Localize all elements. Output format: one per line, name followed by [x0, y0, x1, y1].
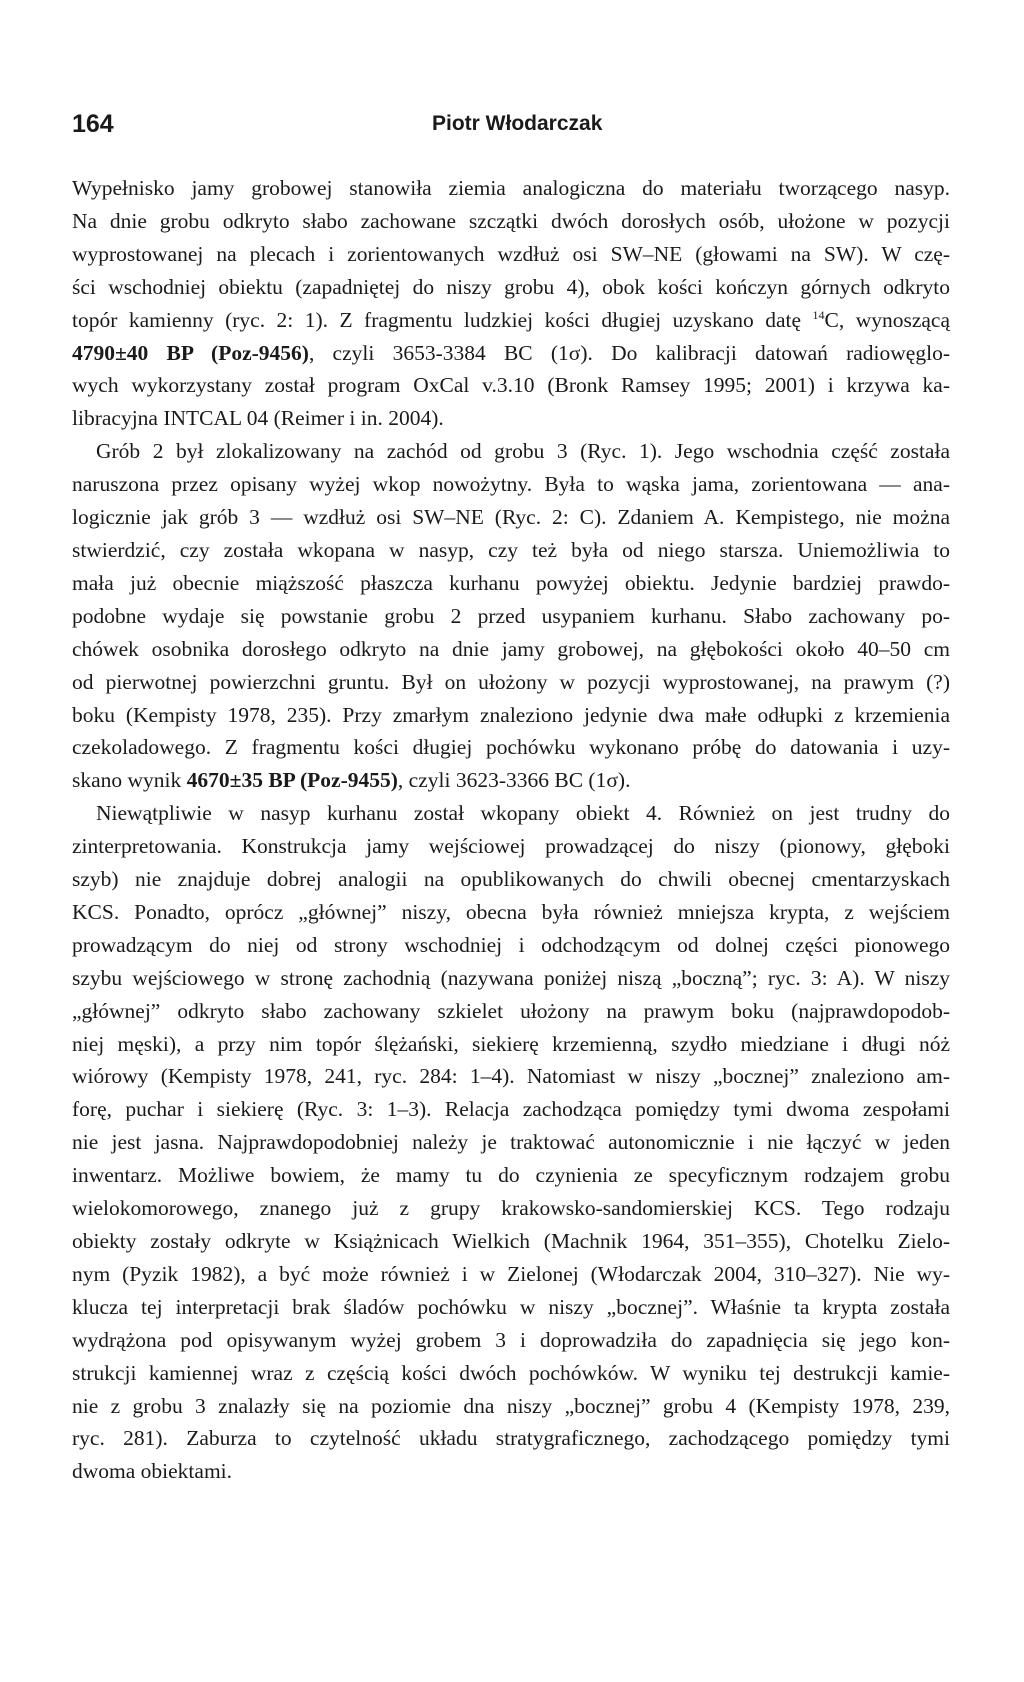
text-line: wyprostowanej na plecach i zorientowanych wzdłuż osi SW–NE (głowami na SW). W czę- [72, 241, 950, 266]
text-line: „głównej” odkryto słabo zachowany szkielet ułożony na prawym boku (najprawdopodob- [72, 998, 950, 1023]
text-segment: , czyli 3653-3384 BC (1σ). Do kalibracji datowań radiowęglo- [308, 340, 950, 365]
text-line: nie jest jasna. Najprawdopodobniej należy je traktować autonomicznie i nie łączyć w jeden [72, 1130, 950, 1155]
text-line: nym (Pyzik 1982), a być może również i w Zielonej (Włodarczak 2004, 310–327). Nie wy- [72, 1261, 950, 1286]
text-line: forę, puchar i siekierę (Ryc. 3: 1–3). Relacja zachodząca pomiędzy tymi dwoma zespołami [72, 1097, 950, 1122]
text-line: stwierdzić, czy została wkopana w nasyp, czy też była od niego starsza. Uniemożliwia to [72, 537, 950, 562]
body-text [72, 172, 950, 1488]
text-line: logicznie jak grób 3 — wzdłuż osi SW–NE (Ryc. 2: C). Zdaniem A. Kempistego, nie można [72, 505, 950, 530]
text-segment: topór kamienny (ryc. 2: 1). Z fragmentu ludzkiej kości długiej uzyskano datę [72, 307, 813, 332]
paragraph-2 [72, 435, 950, 797]
text-line: prowadzącym do niej od strony wschodniej i odchodzącym od dolnej części pionowego [72, 932, 950, 957]
page-header [72, 106, 952, 146]
text-line: ryc. 281). Zaburza to czytelność układu stratygraficznego, zachodzącego pomiędzy tymi [72, 1426, 950, 1451]
text-line: wych wykorzystany został program OxCal v.3.10 (Bronk Ramsey 1995; 2001) i krzywa ka- [72, 373, 950, 398]
text-line: podobne wydaje się powstanie grobu 2 przed usypaniem kurhanu. Słabo zachowany po- [72, 603, 950, 628]
text-segment: , czyli 3623-3366 BC (1σ). [397, 768, 631, 793]
text-line: naruszona przez opisany wyżej wkop nowożytny. Była to wąska jama, zorientowana — ana- [72, 472, 950, 497]
text-line [72, 337, 950, 370]
paragraph-3 [72, 797, 950, 1488]
text-line: chówek osobnika dorosłego odkryto na dnie jamy grobowej, na głębokości około 40–50 cm [72, 636, 950, 661]
text-line: mała już obecnie miąższość płaszcza kurhanu powyżej obiektu. Jedynie bardziej prawdo- [72, 570, 950, 595]
text-line: wydrążona pod opisywanym wyżej grobem 3 i doprowadziła do zapadnięcia się jego kon- [72, 1327, 950, 1352]
text-line: klucza tej interpretacji brak śladów pochówku w niszy „bocznej”. Właśnie ta krypta została [72, 1294, 950, 1319]
radiocarbon-date-bold: 4790±40 BP (Poz-9456) [72, 340, 309, 365]
text-line: Na dnie grobu odkryto słabo zachowane szczątki dwóch dorosłych osób, ułożone w pozycji [72, 208, 950, 233]
text-line: KCS. Ponadto, oprócz „głównej” niszy, obecna była również mniejsza krypta, z wejściem [72, 899, 950, 924]
text-line: szyb) nie znajduje dobrej analogii na opublikowanych do chwili obecnej cmentarzyskach [72, 867, 950, 892]
text-line: nie z grobu 3 znalazły się na poziomie dna niszy „bocznej” grobu 4 (Kempisty 1978, 239, [72, 1393, 950, 1418]
superscript-14: 14 [812, 307, 825, 322]
text-line: od pierwotnej powierzchni gruntu. Był on ułożony w pozycji wyprostowanej, na prawym (?) [72, 669, 950, 694]
text-line: Wypełnisko jamy grobowej stanowiła ziemia analogiczna do materiału tworzącego nasyp. [72, 176, 950, 200]
text-line: dwoma obiektami. [72, 1459, 233, 1484]
text-line [72, 764, 950, 797]
text-line: inwentarz. Możliwe bowiem, że mamy tu do czynienia ze specyficznym rodzajem grobu [72, 1163, 950, 1188]
text-line: strukcji kamiennej wraz z częścią kości dwóch pochówków. W wyniku tej destrukcji kamie- [72, 1360, 950, 1385]
text-line: czekoladowego. Z fragmentu kości długiej pochówku wykonano próbę do datowania i uzy- [72, 735, 950, 760]
text-line: Grób 2 był zlokalizowany na zachód od grobu 3 (Ryc. 1). Jego wschodnia część została [96, 439, 950, 464]
text-line: obiekty zostały odkryte w Książnicach Wielkich (Machnik 1964, 351–355), Chotelku Zielo- [72, 1229, 950, 1253]
text-line: wielokomorowego, znanego już z grupy krakowsko-sandomierskiej KCS. Tego rodzaju [72, 1196, 950, 1221]
text-line: boku (Kempisty 1978, 235). Przy zmarłym znaleziono jedynie dwa małe odłupki z krzemienia [72, 702, 950, 727]
text-line: wiórowy (Kempisty 1978, 241, ryc. 284: 1–4). Natomiast w niszy „bocznej” znaleziono am- [72, 1064, 950, 1089]
text-line: ści wschodniej obiektu (zapadniętej do niszy grobu 4), obok kości kończyn górnych odkryto [72, 274, 950, 299]
running-head-author: Piotr Włodarczak [432, 112, 603, 135]
text-line: libracyjna INTCAL 04 (Reimer i in. 2004). [72, 406, 444, 431]
text-segment: skano wynik [72, 768, 187, 793]
text-line: Niewątpliwie w nasyp kurhanu został wkopany obiekt 4. Również on jest trudny do [96, 801, 950, 826]
text-line: zinterpretowania. Konstrukcja jamy wejściowej prowadzącej do niszy (pionowy, głęboki [72, 834, 950, 859]
page-number: 164 [72, 110, 114, 138]
text-segment: C, wynoszącą [824, 307, 951, 332]
text-line [72, 304, 950, 337]
radiocarbon-date-bold: 4670±35 BP (Poz-9455) [186, 768, 398, 793]
text-line: niej męski), a przy nim topór ślężański, siekierę krzemienną, szydło miedziane i długi nóż [72, 1031, 950, 1056]
text-line: szybu wejściowego w stronę zachodnią (nazywana poniżej niszą „boczną”; ryc. 3: A). W niszy [72, 965, 950, 990]
paragraph-1 [72, 172, 950, 435]
